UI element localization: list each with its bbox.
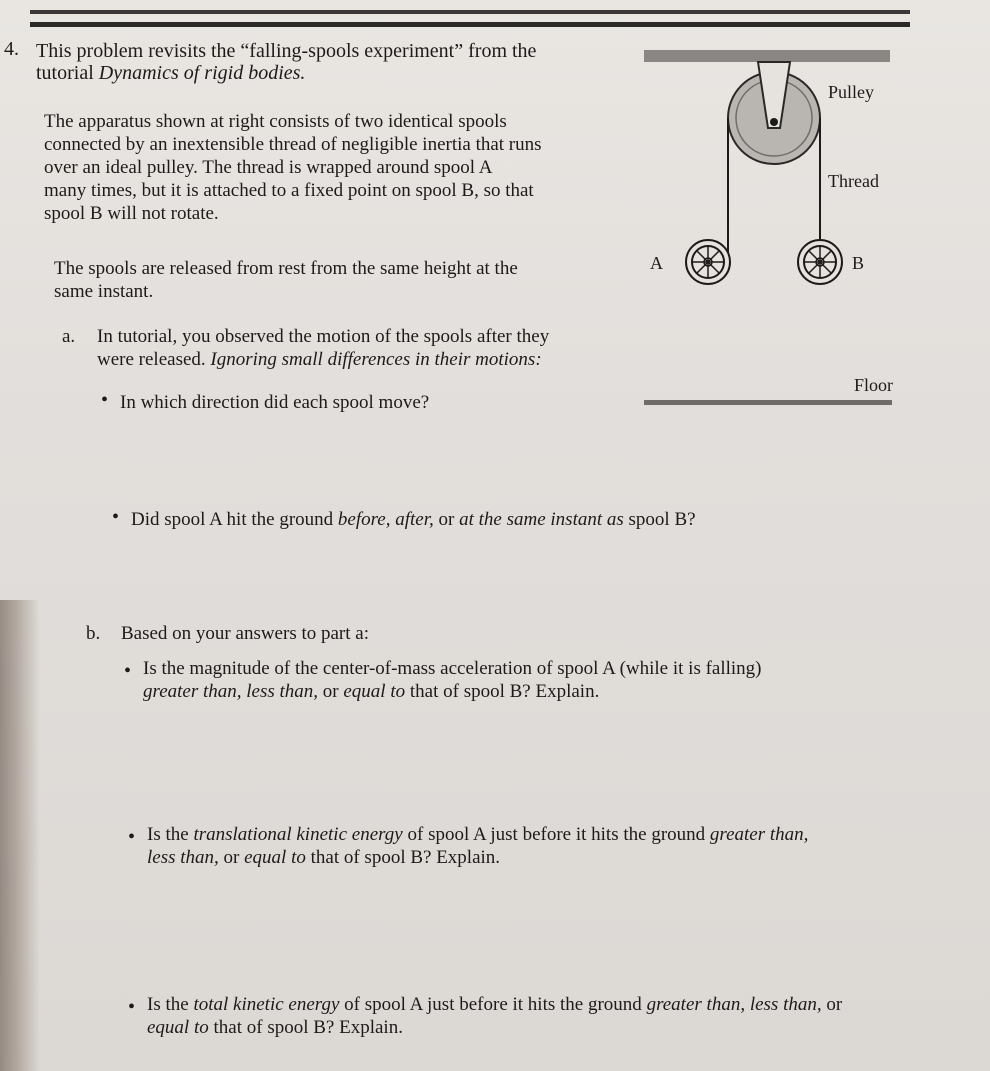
b-q2-italic: translational kinetic energy bbox=[193, 824, 403, 845]
part-b-q3-line-1 bbox=[147, 993, 842, 1016]
b-q2-l2-suffix: that of spool B? Explain. bbox=[305, 847, 501, 868]
spool-apparatus-diagram bbox=[630, 40, 900, 420]
part-a-line-1: In tutorial, you observed the motion of the spools after they bbox=[97, 326, 550, 347]
label-b: B bbox=[852, 253, 865, 273]
part-b-q3-line-2 bbox=[147, 1016, 403, 1039]
b-q2-italic-2: greater than, bbox=[709, 824, 809, 845]
intro-line-1: This problem revisits the “falling-spools experiment” from the bbox=[36, 40, 537, 62]
bullet-b3: • bbox=[128, 996, 136, 1018]
part-a-label: a. bbox=[62, 326, 76, 347]
bullet-a1: • bbox=[101, 389, 109, 411]
b-q2-l2-italic-2: equal to bbox=[244, 847, 306, 868]
part-b-q2-line-2 bbox=[147, 846, 500, 869]
para1-line-4: many times, but it is attached to a fixed point on spool B, so that bbox=[44, 180, 534, 201]
spool-b bbox=[798, 240, 842, 284]
bullet-b1: • bbox=[124, 660, 132, 682]
para2-line-1: The spools are released from rest from the same height at the bbox=[54, 258, 518, 279]
label-thread: Thread bbox=[828, 171, 879, 191]
part-a-line-2-italic: Ignoring small differences in their motions: bbox=[210, 349, 542, 370]
b-q2-l2-italic: less than, bbox=[147, 847, 219, 868]
part-a-question-2 bbox=[131, 508, 696, 531]
b-q2-mid: of spool A just before it hits the ground bbox=[402, 824, 710, 845]
para1-line-5: spool B will not rotate. bbox=[44, 203, 219, 224]
bullet-a2: • bbox=[112, 506, 120, 528]
spool-a bbox=[686, 240, 730, 284]
label-pulley: Pulley bbox=[828, 82, 875, 102]
intro-line-2 bbox=[36, 62, 305, 85]
q2-mid: or bbox=[433, 509, 460, 530]
b-q1-mid: or bbox=[318, 681, 344, 702]
part-a-line-2-prefix: were released. bbox=[97, 349, 211, 370]
label-a: A bbox=[650, 253, 663, 273]
part-b-q2-line-1 bbox=[147, 823, 808, 846]
ceiling-support bbox=[644, 50, 890, 62]
intro-line-2-italic: Dynamics of rigid bodies. bbox=[98, 62, 306, 84]
b-q1-italic: greater than, less than, bbox=[143, 681, 319, 702]
label-floor: Floor bbox=[854, 375, 894, 395]
bullet-b2: • bbox=[128, 826, 136, 848]
b-q2-l2-mid: or bbox=[218, 847, 245, 868]
b-q3-italic: total kinetic energy bbox=[193, 994, 340, 1015]
para1-line-2: connected by an inextensible thread of negligible inertia that runs bbox=[44, 134, 542, 155]
top-rule bbox=[30, 10, 910, 14]
part-a-question-1: In which direction did each spool move? bbox=[120, 392, 430, 413]
b-q3-italic-2: greater than, less than, bbox=[646, 994, 822, 1015]
para1-line-1: The apparatus shown at right consists of two identical spools bbox=[44, 111, 507, 132]
problem-number: 4. bbox=[4, 38, 19, 60]
part-a-line-2 bbox=[97, 348, 542, 371]
b-q1-suffix: that of spool B? Explain. bbox=[405, 681, 600, 702]
finger-shadow bbox=[0, 600, 40, 1071]
part-b-label: b. bbox=[86, 623, 101, 644]
q2-italic: before, after, bbox=[337, 509, 434, 530]
part-b-q1-line-1: Is the magnitude of the center-of-mass acceleration of spool A (while it is falling) bbox=[143, 658, 762, 679]
b-q3-l2-italic: equal to bbox=[147, 1017, 209, 1038]
q2-prefix: Did spool A hit the ground bbox=[131, 509, 338, 530]
b-q3-prefix: Is the bbox=[147, 994, 194, 1015]
intro-line-2-prefix: tutorial bbox=[36, 62, 99, 84]
b-q3-mid: of spool A just before it hits the ground bbox=[339, 994, 647, 1015]
b-q3-suffix: or bbox=[821, 994, 843, 1015]
top-rule-thick bbox=[30, 22, 910, 27]
pulley-axle bbox=[770, 118, 778, 126]
para1-line-3: over an ideal pulley. The thread is wrapped around spool A bbox=[44, 157, 493, 178]
part-b-q1-line-2 bbox=[143, 680, 599, 703]
floor-line bbox=[644, 400, 892, 405]
b-q1-italic-2: equal to bbox=[343, 681, 406, 702]
part-b-line-1: Based on your answers to part a: bbox=[121, 623, 369, 644]
q2-italic-2: at the same instant as bbox=[459, 509, 624, 530]
b-q3-l2-suffix: that of spool B? Explain. bbox=[208, 1017, 403, 1038]
b-q2-prefix: Is the bbox=[147, 824, 194, 845]
q2-suffix: spool B? bbox=[623, 509, 696, 530]
para2-line-2: same instant. bbox=[54, 281, 154, 302]
